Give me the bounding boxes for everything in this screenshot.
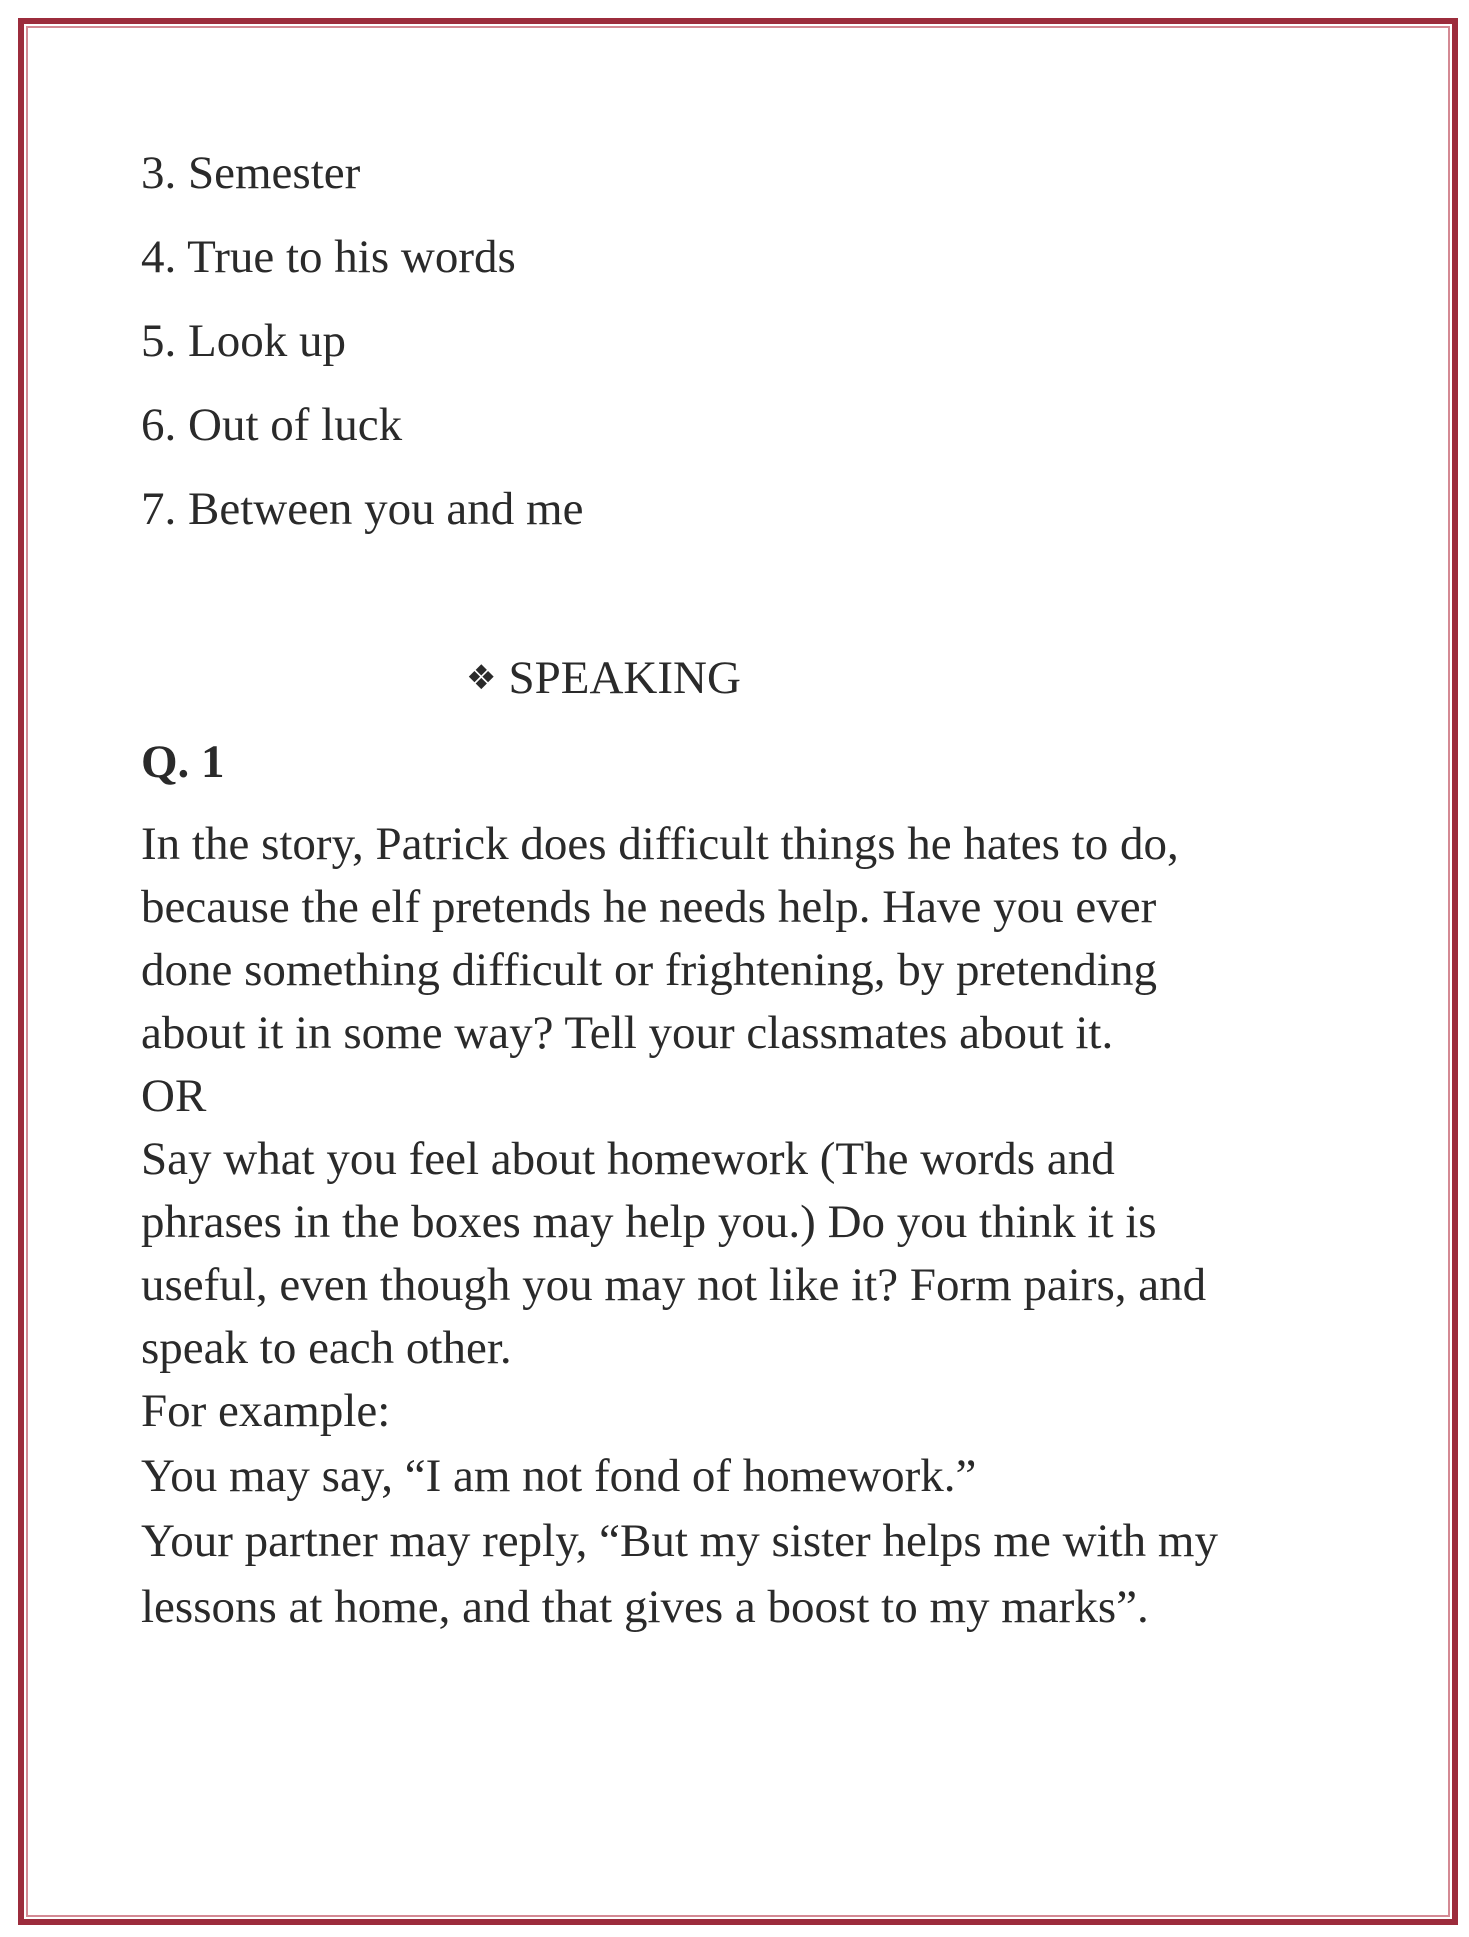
- question-line: Your partner may reply, “But my sister helps me with my: [141, 1515, 1218, 1567]
- question-line: You may say, “I am not fond of homework.”: [141, 1450, 977, 1502]
- question-line: speak to each other.: [141, 1322, 512, 1374]
- answer-item: 3. Semester: [141, 147, 361, 199]
- four-diamond-bullet-icon: ❖: [466, 658, 497, 698]
- question-line: lessons at home, and that gives a boost to my marks”.: [141, 1581, 1149, 1633]
- answer-item: 4. True to his words: [141, 231, 516, 283]
- section-heading: [466, 651, 741, 705]
- question-line: because the elf pretends he needs help. Have you ever: [141, 881, 1157, 933]
- answer-item: 7. Between you and me: [141, 483, 584, 535]
- question-line: In the story, Patrick does difficult things he hates to do,: [141, 818, 1179, 870]
- question-line: OR: [141, 1070, 207, 1122]
- question-line: Say what you feel about homework (The words and: [141, 1133, 1115, 1185]
- section-title: SPEAKING: [508, 652, 741, 704]
- question-line: For example:: [141, 1385, 391, 1437]
- question-label: Q. 1: [141, 736, 225, 788]
- question-line: phrases in the boxes may help you.) Do you think it is: [141, 1196, 1157, 1248]
- answer-item: 5. Look up: [141, 315, 346, 367]
- question-line: about it in some way? Tell your classmates about it.: [141, 1007, 1114, 1059]
- question-line: useful, even though you may not like it? Form pairs, and: [141, 1259, 1207, 1311]
- question-line: done something difficult or frightening, by pretending: [141, 944, 1157, 996]
- answer-item: 6. Out of luck: [141, 399, 403, 451]
